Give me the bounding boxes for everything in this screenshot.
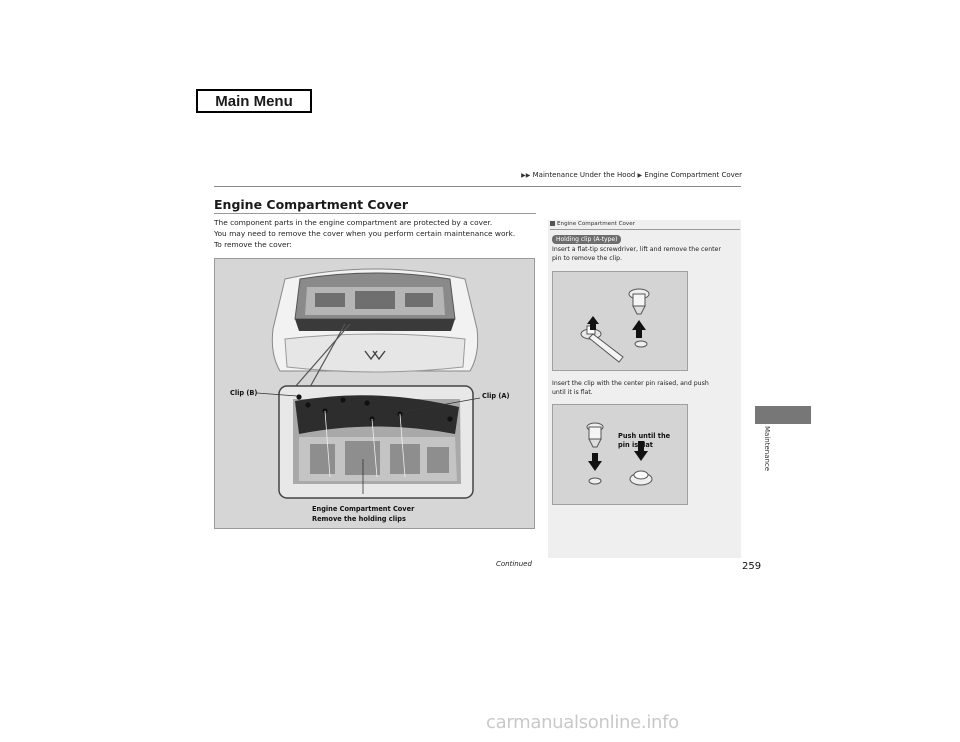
page-number: 259 [742, 561, 762, 572]
side-note-rule [550, 229, 740, 230]
step2-text [552, 379, 738, 397]
breadcrumb-item-maintenance: Maintenance Under the Hood [532, 171, 636, 179]
step2-line: until it is flat. [552, 389, 593, 396]
section-tab-marker[interactable] [755, 406, 811, 424]
clip-b-label: Clip (B) [230, 389, 258, 397]
clip-install-figure [552, 404, 688, 505]
note-marker-icon [550, 221, 555, 226]
intro-line: You may need to remove the cover when you perform certain maintenance work. [214, 229, 516, 238]
step1-line: pin to remove the clip. [552, 255, 623, 262]
clip-install-illustration [553, 405, 687, 504]
main-menu-button[interactable]: Main Menu [196, 89, 312, 113]
push-label-line1: Push until the [618, 432, 671, 440]
side-note-heading [550, 221, 635, 227]
breadcrumb-arrow-icon: ▶▶ [521, 172, 531, 179]
continued-label: Continued [496, 560, 532, 568]
breadcrumb-item-cover: Engine Compartment Cover [644, 171, 742, 179]
cover-label-line1: Engine Compartment Cover [312, 505, 415, 513]
intro-paragraph [214, 217, 544, 250]
section-tab-label: Maintenance [763, 426, 771, 472]
step1-line: Insert a flat-tip screwdriver, lift and remove the center [552, 246, 721, 253]
step1-text [552, 245, 738, 263]
breadcrumb-arrow-icon: ▶ [637, 172, 643, 179]
header-rule [214, 186, 741, 187]
side-note-heading-text: Engine Compartment Cover [557, 221, 635, 227]
clip-a-label: Clip (A) [482, 392, 510, 400]
title-rule [214, 213, 536, 214]
intro-line: The component parts in the engine compartment are protected by a cover. [214, 218, 493, 227]
push-label-line2: pin is flat [618, 441, 653, 449]
watermark: carmanualsonline.info [486, 712, 679, 733]
clip-removal-illustration [553, 272, 687, 370]
cover-label-line2: Remove the holding clips [312, 515, 406, 523]
breadcrumb [500, 171, 742, 179]
page-title: Engine Compartment Cover [214, 197, 408, 212]
intro-line: To remove the cover: [214, 240, 292, 249]
clip-removal-figure [552, 271, 688, 371]
holding-clip-badge: Holding clip (A-type) [552, 235, 621, 244]
step2-line: Insert the clip with the center pin raised, and push [552, 380, 709, 387]
